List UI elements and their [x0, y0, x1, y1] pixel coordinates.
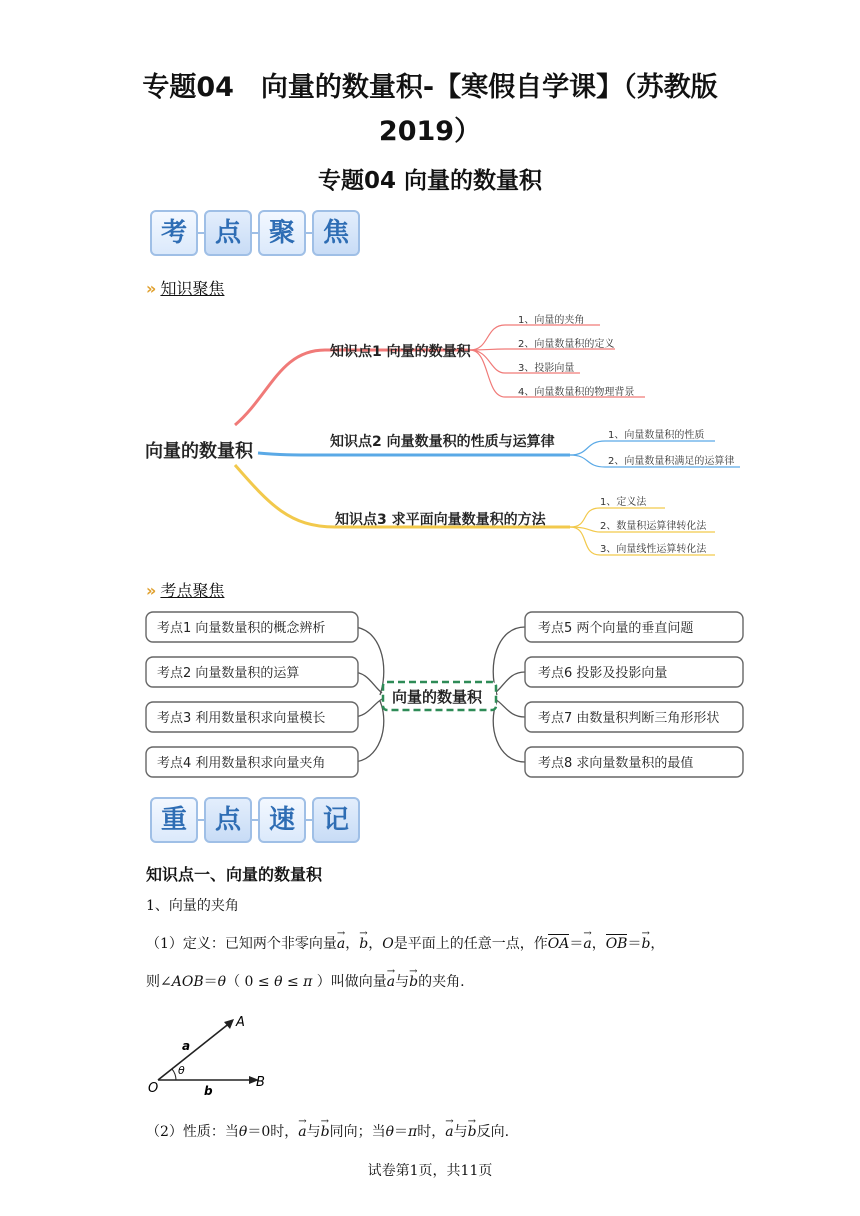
tile-ji: 记 — [312, 797, 360, 843]
branch-1-item: 2、向量数量积的定义 — [518, 339, 615, 350]
subheading-angle: 1、向量的夹角 — [146, 898, 239, 914]
header-tiles-kaodian — [150, 210, 360, 256]
exam-points-map — [140, 605, 755, 785]
chevron-icon: » — [146, 581, 154, 600]
tile-zhong: 重 — [150, 797, 198, 843]
chevron-icon: » — [146, 279, 154, 298]
figure-label-O: O — [148, 1081, 159, 1096]
exam-point-6: 考点6 投影及投影向量 — [538, 666, 668, 681]
document-title — [0, 66, 860, 154]
mindmap-root: 向量的数量积 — [145, 441, 253, 462]
branch-2-item: 2、向量数量积满足的运算律 — [608, 456, 735, 467]
exam-point-4: 考点4 利用数量积求向量夹角 — [157, 756, 326, 771]
tile-jiao: 焦 — [312, 210, 360, 256]
branch-2-item: 1、向量数量积的性质 — [608, 430, 705, 441]
branch-1-item: 3、投影向量 — [518, 363, 575, 374]
figure-label-theta: θ — [178, 1064, 185, 1077]
branch-3-item: 2、数量积运算律转化法 — [600, 521, 707, 532]
exam-point-3: 考点3 利用数量积求向量模长 — [157, 711, 326, 726]
page-footer: 试卷第1页，共11页 — [367, 1163, 493, 1179]
exam-point-1: 考点1 向量数量积的概念辨析 — [157, 621, 326, 636]
branch-1-item: 1、向量的夹角 — [518, 315, 585, 326]
property-line: （2）性质：当θ＝0时，→ a与→ b同向；当θ＝π时，→ a与→ b反向. — [146, 1122, 509, 1142]
tile-kao: 考 — [150, 210, 198, 256]
branch-2-label: 知识点2 向量数量积的性质与运算律 — [330, 434, 555, 450]
title-line-1: 专题04 向量的数量积-【寒假自学课】（苏教版 — [142, 72, 718, 103]
exam-point-2: 考点2 向量数量积的运算 — [157, 666, 300, 681]
branch-3-item: 1、定义法 — [600, 497, 647, 508]
definition-line-2: 则∠AOB＝θ（ 0 ≤ θ ≤ π ）叫做向量→ a与→ b的夹角. — [146, 972, 465, 992]
header-tiles-zhongdian — [150, 797, 360, 843]
figure-label-A: A — [236, 1015, 245, 1030]
section-exam-focus — [146, 578, 224, 601]
knowledge-mindmap — [140, 305, 750, 565]
branch-1-label: 知识点1 向量的数量积 — [330, 344, 471, 360]
figure-label-a: a — [182, 1039, 191, 1053]
branch-3-item: 3、向量线性运算转化法 — [600, 544, 707, 555]
branch-1-item: 4、向量数量积的物理背景 — [518, 387, 635, 398]
figure-label-b: b — [204, 1084, 213, 1098]
tile-su: 速 — [258, 797, 306, 843]
exam-point-8: 考点8 求向量数量积的最值 — [538, 756, 694, 771]
tile-dian: 点 — [204, 210, 252, 256]
tile-ju: 聚 — [258, 210, 306, 256]
knowledge-point-heading: 知识点一、向量的数量积 — [146, 865, 323, 884]
exam-point-5: 考点5 两个向量的垂直问题 — [538, 621, 694, 636]
exam-point-7: 考点7 由数量积判断三角形形状 — [538, 711, 720, 726]
branch-3-label: 知识点3 求平面向量数量积的方法 — [335, 512, 546, 528]
document-subtitle: 专题04 向量的数量积 — [317, 168, 542, 194]
angle-figure — [146, 1010, 276, 1100]
section-label: 知识聚焦 — [160, 279, 225, 298]
figure-label-B: B — [256, 1075, 265, 1090]
section-label: 考点聚焦 — [160, 581, 225, 600]
definition-line-1: （1）定义：已知两个非零向量→ a，→ b，O是平面上的任意一点，作OA＝→ a，OB＝→ b， — [146, 934, 664, 954]
title-line-2: 2019） — [378, 116, 482, 147]
exam-map-center: 向量的数量积 — [392, 688, 483, 706]
section-knowledge-focus — [146, 276, 224, 299]
tile-dian2: 点 — [204, 797, 252, 843]
